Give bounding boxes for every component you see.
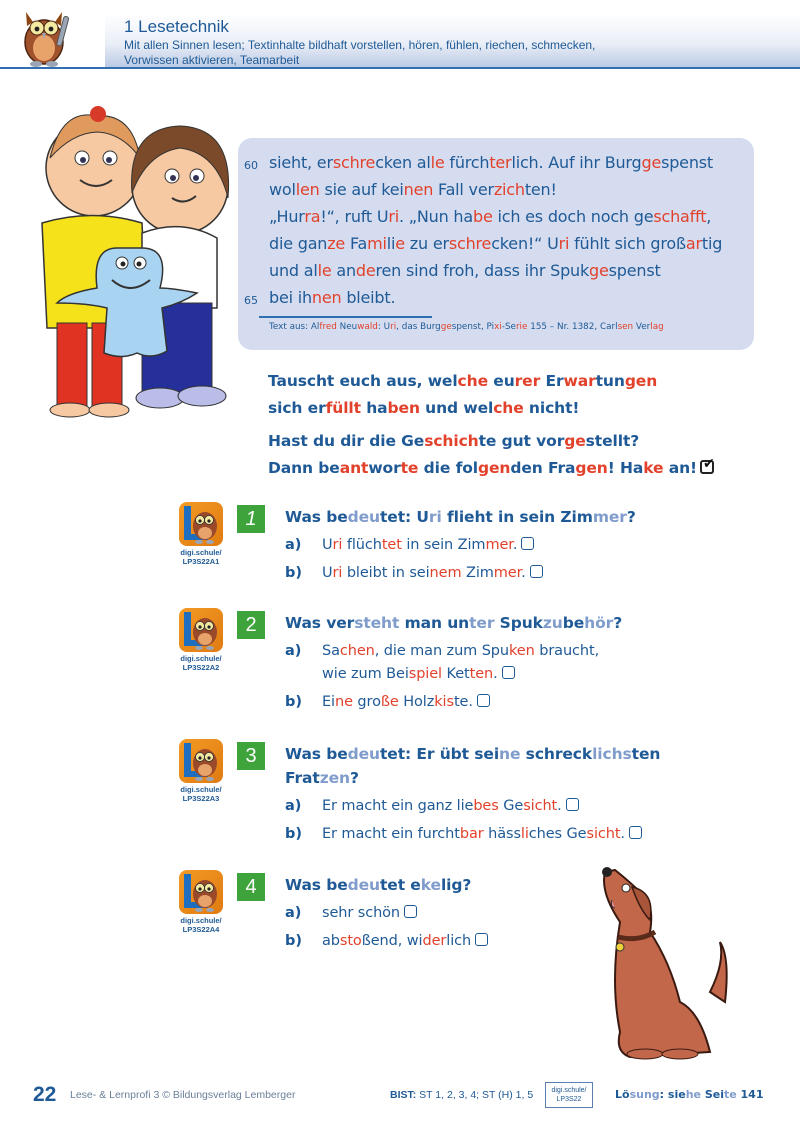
- syllable-blue: Sei: [700, 1088, 724, 1101]
- syllable-blue: ?: [350, 769, 359, 787]
- syllable-red: ge: [564, 432, 586, 450]
- syllable-red: gen: [575, 459, 608, 477]
- question-number-badge: 3: [237, 742, 265, 770]
- instruction-line: [268, 399, 579, 417]
- digi-code-line-2: LP3S22A3: [182, 793, 220, 803]
- syllable-blue: tet e: [379, 876, 421, 894]
- story-excerpt-box: [238, 138, 754, 350]
- syllable-blue: fürch: [444, 153, 490, 172]
- syllable-red: nen: [403, 180, 434, 199]
- syllable-red: sto: [339, 933, 362, 949]
- syllable-blue: . „Nun ha: [399, 207, 473, 226]
- syllable-blue: Neu: [336, 322, 358, 332]
- syllable-blue: cken!“ U: [491, 234, 559, 253]
- syllable-blue: nicht!: [523, 399, 580, 417]
- syllable-red: ge: [589, 261, 609, 280]
- syllable-lightblue: zu: [542, 614, 563, 632]
- option-letter: a): [285, 643, 302, 659]
- syllable-blue: man un: [399, 614, 470, 632]
- syllable-blue: Sa: [322, 643, 340, 659]
- syllable-blue: !“, ruft U: [320, 207, 389, 226]
- syllable-blue: ,: [706, 207, 712, 226]
- syllable-blue: gro: [352, 694, 381, 710]
- digi-code-line-1: digi.schule/: [180, 916, 222, 925]
- option-letter: b): [285, 933, 303, 949]
- option-text: [322, 933, 488, 949]
- digi-schule-code[interactable]: [171, 917, 231, 934]
- syllable-blue: wol: [269, 180, 296, 199]
- syllable-red: zich: [493, 180, 525, 199]
- story-line: [269, 153, 713, 172]
- syllable-red: ri: [390, 322, 397, 332]
- syllable-blue: .: [620, 826, 625, 842]
- line-number-60: 60: [244, 159, 258, 172]
- syllable-lightblue: ne: [499, 745, 521, 763]
- syllable-lightblue: ke: [420, 876, 441, 894]
- syllable-blue: wie zum Bei: [322, 666, 409, 682]
- syllable-blue: ten: [631, 745, 661, 763]
- source-citation: [269, 322, 664, 332]
- syllable-blue: bleibt.: [341, 288, 396, 307]
- syllable-blue: , das Burg: [396, 322, 441, 332]
- syllable-red: kis: [434, 694, 454, 710]
- syllable-blue: Ket: [442, 666, 470, 682]
- digi-schule-code[interactable]: [171, 549, 231, 566]
- chapter-subtitle: [124, 38, 684, 67]
- option-text: [322, 694, 490, 710]
- syllable-blue: spenst: [661, 153, 713, 172]
- syllable-red: sicht: [523, 798, 558, 814]
- syllable-blue: ?: [626, 508, 636, 526]
- chapter-subtitle-line-1: Mit allen Sinnen lesen; Textinhalte bildhaft vorstellen, hören, fühlen, riechen, schmecken,: [124, 38, 596, 52]
- digi-code-line-1: digi.schule/: [180, 785, 222, 794]
- question-number-badge: 1: [237, 505, 265, 533]
- story-line: [269, 180, 557, 199]
- syllable-blue: ?: [613, 614, 623, 632]
- syllable-blue: lich. Auf ihr Burg: [511, 153, 642, 172]
- owl-mascot-icon: [14, 2, 76, 68]
- chapter-subtitle-line-2: Vorwissen aktivieren, Teamarbeit: [124, 52, 300, 67]
- answer-checkbox-3b[interactable]: [629, 826, 642, 839]
- syllable-red: ar: [685, 234, 702, 253]
- syllable-lightblue: ter: [469, 614, 495, 632]
- syllable-blue: Holz: [398, 694, 435, 710]
- digi-code-line-1: digi.schule/: [180, 654, 222, 663]
- option-text: [322, 826, 642, 842]
- syllable-blue: ich es doch noch ge: [492, 207, 654, 226]
- syllable-blue: te gut vor: [478, 432, 565, 450]
- syllable-blue: „Hur: [269, 207, 305, 226]
- syllable-blue: schreck: [520, 745, 593, 763]
- syllable-red: ri: [332, 537, 343, 553]
- syllable-red: schafft: [653, 207, 707, 226]
- question-text: [285, 745, 660, 763]
- syllable-blue: lich: [446, 933, 472, 949]
- syllable-blue: stellt?: [585, 432, 640, 450]
- instruction-line: [268, 459, 714, 477]
- syllable-blue: Was be: [285, 876, 348, 894]
- syllable-lightblue: lichs: [592, 745, 632, 763]
- syllable-red: sen: [617, 322, 634, 332]
- syllable-red: ße: [380, 694, 399, 710]
- syllable-lightblue: mer: [592, 508, 627, 526]
- syllable-blue: U: [322, 565, 333, 581]
- syllable-red: ten: [469, 666, 494, 682]
- syllable-blue: bei ih: [269, 288, 312, 307]
- syllable-blue: häss: [483, 826, 521, 842]
- syllable-blue: Ge: [498, 798, 524, 814]
- syllable-blue: be: [562, 614, 585, 632]
- syllable-blue: .: [521, 565, 526, 581]
- dog-illustration: [560, 862, 740, 1062]
- syllable-blue: tig: [701, 234, 723, 253]
- option-text: [322, 666, 515, 682]
- answer-checkbox-1b[interactable]: [530, 565, 543, 578]
- syllable-blue: Er macht ein ganz lie: [322, 798, 474, 814]
- syllable-blue: Was be: [285, 745, 348, 763]
- digi-code-line-2: LP3S22A1: [182, 556, 220, 566]
- syllable-red: ra: [304, 207, 321, 226]
- syllable-red: ri: [332, 565, 343, 581]
- syllable-blue: Was ver: [285, 614, 355, 632]
- syllable-blue: wor: [368, 459, 401, 477]
- option-letter: b): [285, 694, 303, 710]
- digi-schule-owl-icon[interactable]: [179, 608, 223, 652]
- syllable-blue: ! Ha: [607, 459, 644, 477]
- syllable-blue: Ver: [633, 322, 651, 332]
- syllable-red: le: [430, 153, 445, 172]
- syllable-red: wald: [357, 322, 378, 332]
- syllable-red: schre: [332, 153, 376, 172]
- syllable-blue: Was be: [285, 508, 348, 526]
- syllable-lightblue: steht: [354, 614, 400, 632]
- syllable-blue: Lö: [615, 1088, 630, 1101]
- syllable-red: che: [493, 399, 524, 417]
- question-number-badge: 2: [237, 611, 265, 639]
- syllable-lightblue: deu: [347, 508, 380, 526]
- syllable-red: ne: [335, 694, 353, 710]
- syllable-blue: Dann be: [268, 459, 340, 477]
- source-divider: [259, 316, 432, 318]
- syllable-red: sicht: [586, 826, 621, 842]
- syllable-red: ge: [440, 322, 452, 332]
- syllable-red: spiel: [408, 666, 442, 682]
- digi-schule-owl-icon[interactable]: [179, 739, 223, 783]
- digi-code-line-2: LP3S22A4: [182, 924, 220, 934]
- syllable-blue: ha: [360, 399, 388, 417]
- syllable-red: schich: [424, 432, 479, 450]
- syllable-blue: 141: [736, 1088, 764, 1101]
- syllable-lightblue: sung: [629, 1088, 660, 1101]
- syllable-lightblue: hör: [584, 614, 614, 632]
- syllable-red: rer: [514, 372, 541, 390]
- bist-value: ST 1, 2, 3, 4; ST (H) 1, 5: [416, 1089, 534, 1101]
- syllable-red: ze: [327, 234, 346, 253]
- syllable-lightblue: ri: [428, 508, 442, 526]
- syllable-red: ben: [387, 399, 420, 417]
- syllable-red: gen: [624, 372, 658, 390]
- syllable-red: nen: [311, 288, 342, 307]
- syllable-red: bar: [459, 826, 484, 842]
- digi-link-line-1: digi.schule/: [551, 1087, 587, 1094]
- question-text: [285, 876, 471, 894]
- owl-book-icon: [179, 608, 223, 652]
- story-line: [269, 288, 395, 307]
- publisher-credit: Lese- & Lernprofi 3 © Bildungsverlag Lemberger: [70, 1089, 296, 1101]
- syllable-blue: sich er: [268, 399, 326, 417]
- syllable-blue: Text aus: Al: [269, 322, 320, 332]
- syllable-red: ri: [558, 234, 570, 253]
- syllable-red: ke: [643, 459, 664, 477]
- syllable-blue: die fol: [418, 459, 478, 477]
- syllable-blue: Fa: [345, 234, 368, 253]
- syllable-red: be: [472, 207, 493, 226]
- question-text: [285, 508, 636, 526]
- syllable-red: li: [520, 826, 529, 842]
- syllable-red: ri: [388, 207, 400, 226]
- digi-code-line-1: digi.schule/: [180, 548, 222, 557]
- syllable-blue: zu er: [404, 234, 449, 253]
- syllable-red: mer: [485, 537, 513, 553]
- syllable-red: ge: [641, 153, 662, 172]
- header-divider: [0, 67, 800, 69]
- syllable-blue: tet: U: [379, 508, 429, 526]
- option-text: [322, 643, 599, 659]
- syllable-red: gen: [477, 459, 511, 477]
- syllable-blue: in sein Zim: [401, 537, 486, 553]
- syllable-blue: : sie: [659, 1088, 686, 1101]
- answer-checkbox-4b[interactable]: [475, 933, 488, 946]
- option-letter: b): [285, 565, 303, 581]
- syllable-blue: ab: [322, 933, 340, 949]
- syllable-blue: -Se: [501, 322, 516, 332]
- syllable-blue: U: [322, 537, 333, 553]
- syllable-red: schre: [448, 234, 492, 253]
- checked-box-icon: [700, 460, 714, 474]
- syllable-red: füllt: [325, 399, 361, 417]
- syllable-red: len: [295, 180, 320, 199]
- answer-checkbox-2b[interactable]: [477, 694, 490, 707]
- syllable-blue: und wel: [419, 399, 494, 417]
- syllable-lightblue: deu: [347, 745, 380, 763]
- syllable-red: lag: [650, 322, 664, 332]
- syllable-lightblue: zen: [319, 769, 350, 787]
- syllable-red: che: [457, 372, 488, 390]
- instruction-text: [268, 459, 697, 477]
- option-letter: a): [285, 537, 302, 553]
- syllable-blue: 155 – Nr. 1382, Carl: [527, 322, 618, 332]
- syllable-red: ter: [489, 153, 512, 172]
- syllable-blue: spenst, Pi: [451, 322, 495, 332]
- story-line: [269, 234, 722, 253]
- owl-book-icon: [179, 502, 223, 546]
- answer-checkbox-2a[interactable]: [502, 666, 515, 679]
- option-letter: a): [285, 798, 302, 814]
- syllable-red: ant: [339, 459, 369, 477]
- line-number-65: 65: [244, 294, 258, 307]
- answer-checkbox-4a[interactable]: [404, 905, 417, 918]
- answer-checkbox-3a[interactable]: [566, 798, 579, 811]
- syllable-blue: ßend, wi: [361, 933, 423, 949]
- syllable-blue: sieht, er: [269, 153, 333, 172]
- syllable-red: e: [395, 234, 405, 253]
- syllable-blue: den Fra: [510, 459, 576, 477]
- syllable-blue: : U: [377, 322, 391, 332]
- syllable-blue: Zim: [461, 565, 494, 581]
- syllable-blue: bleibt in sei: [342, 565, 430, 581]
- syllable-lightblue: he: [685, 1088, 701, 1101]
- question-text: [285, 614, 622, 632]
- digi-schule-link[interactable]: [545, 1082, 593, 1108]
- syllable-lightblue: deu: [347, 876, 380, 894]
- syllable-red: mer: [493, 565, 522, 581]
- kids-with-ghost-illustration: [12, 98, 237, 423]
- syllable-blue: tet: Er übt sei: [379, 745, 500, 763]
- syllable-blue: te.: [453, 694, 473, 710]
- syllable-red: chen: [339, 643, 375, 659]
- syllable-blue: Spuk: [494, 614, 543, 632]
- digi-link-line-2: LP3S22: [556, 1095, 582, 1103]
- syllable-blue: Er macht ein furcht: [322, 826, 460, 842]
- syllable-blue: Er: [540, 372, 564, 390]
- syllable-blue: .: [512, 537, 518, 553]
- digi-schule-code[interactable]: [171, 786, 231, 803]
- option-text: [322, 565, 543, 581]
- syllable-blue: tun: [595, 372, 625, 390]
- solution-reference: [615, 1088, 763, 1101]
- syllable-blue: .: [493, 666, 498, 682]
- syllable-lightblue: te: [723, 1088, 737, 1101]
- bist-label: BIST:: [390, 1089, 417, 1101]
- instruction-line: [268, 432, 639, 450]
- digi-schule-owl-icon[interactable]: [179, 870, 223, 914]
- syllable-blue: ches Ge: [528, 826, 587, 842]
- syllable-blue: an!: [663, 459, 697, 477]
- syllable-red: fred: [319, 322, 337, 332]
- syllable-blue: Ei: [322, 694, 335, 710]
- syllable-blue: Tauscht euch aus, wel: [268, 372, 458, 390]
- syllable-red: mi: [367, 234, 387, 253]
- owl-book-icon: [179, 870, 223, 914]
- bist-standards: [390, 1089, 533, 1101]
- syllable-blue: flüch: [342, 537, 382, 553]
- syllable-blue: Frat: [285, 769, 320, 787]
- syllable-red: le: [317, 261, 332, 280]
- syllable-blue: ten!: [524, 180, 557, 199]
- syllable-blue: flieht in sein Zim: [441, 508, 593, 526]
- chapter-title: 1 Lesetechnik: [124, 17, 229, 36]
- syllable-blue: lig?: [440, 876, 472, 894]
- syllable-blue: an: [331, 261, 356, 280]
- syllable-blue: li: [386, 234, 396, 253]
- page-number: 22: [33, 1083, 57, 1106]
- syllable-blue: fühlt sich groß: [569, 234, 686, 253]
- syllable-blue: .: [557, 798, 562, 814]
- syllable-blue: braucht,: [534, 643, 600, 659]
- syllable-red: ken: [509, 643, 535, 659]
- syllable-red: bes: [473, 798, 499, 814]
- option-text: [322, 537, 534, 553]
- question-number-badge: 4: [237, 873, 265, 901]
- syllable-red: der: [422, 933, 447, 949]
- option-letter: b): [285, 826, 303, 842]
- owl-book-icon: [179, 739, 223, 783]
- syllable-blue: cken al: [375, 153, 431, 172]
- digi-schule-owl-icon[interactable]: [179, 502, 223, 546]
- syllable-blue: sehr schön: [322, 905, 401, 921]
- syllable-blue: und al: [269, 261, 318, 280]
- syllable-blue: Hast du dir die Ge: [268, 432, 425, 450]
- syllable-blue: eu: [487, 372, 515, 390]
- syllable-blue: sie auf kei: [319, 180, 404, 199]
- syllable-red: xi: [494, 322, 502, 332]
- question-text: [285, 769, 359, 787]
- option-text: [322, 798, 579, 814]
- syllable-red: te: [400, 459, 419, 477]
- answer-checkbox-1a[interactable]: [521, 537, 534, 550]
- story-line: [269, 261, 661, 280]
- option-text: [322, 905, 417, 921]
- digi-code-line-2: LP3S22A2: [182, 662, 220, 672]
- syllable-blue: , die man zum Spu: [374, 643, 509, 659]
- syllable-red: war: [563, 372, 596, 390]
- story-line: [269, 207, 711, 226]
- syllable-blue: Fall ver: [433, 180, 494, 199]
- syllable-blue: die gan: [269, 234, 328, 253]
- option-letter: a): [285, 905, 302, 921]
- instruction-line: [268, 372, 657, 390]
- syllable-red: tet: [381, 537, 402, 553]
- syllable-red: rie: [515, 322, 528, 332]
- syllable-red: de: [355, 261, 376, 280]
- syllable-red: nem: [429, 565, 462, 581]
- syllable-blue: ren sind froh, dass ihr Spuk: [375, 261, 590, 280]
- digi-schule-code[interactable]: [171, 655, 231, 672]
- syllable-blue: spenst: [608, 261, 661, 280]
- page-header: [0, 0, 800, 70]
